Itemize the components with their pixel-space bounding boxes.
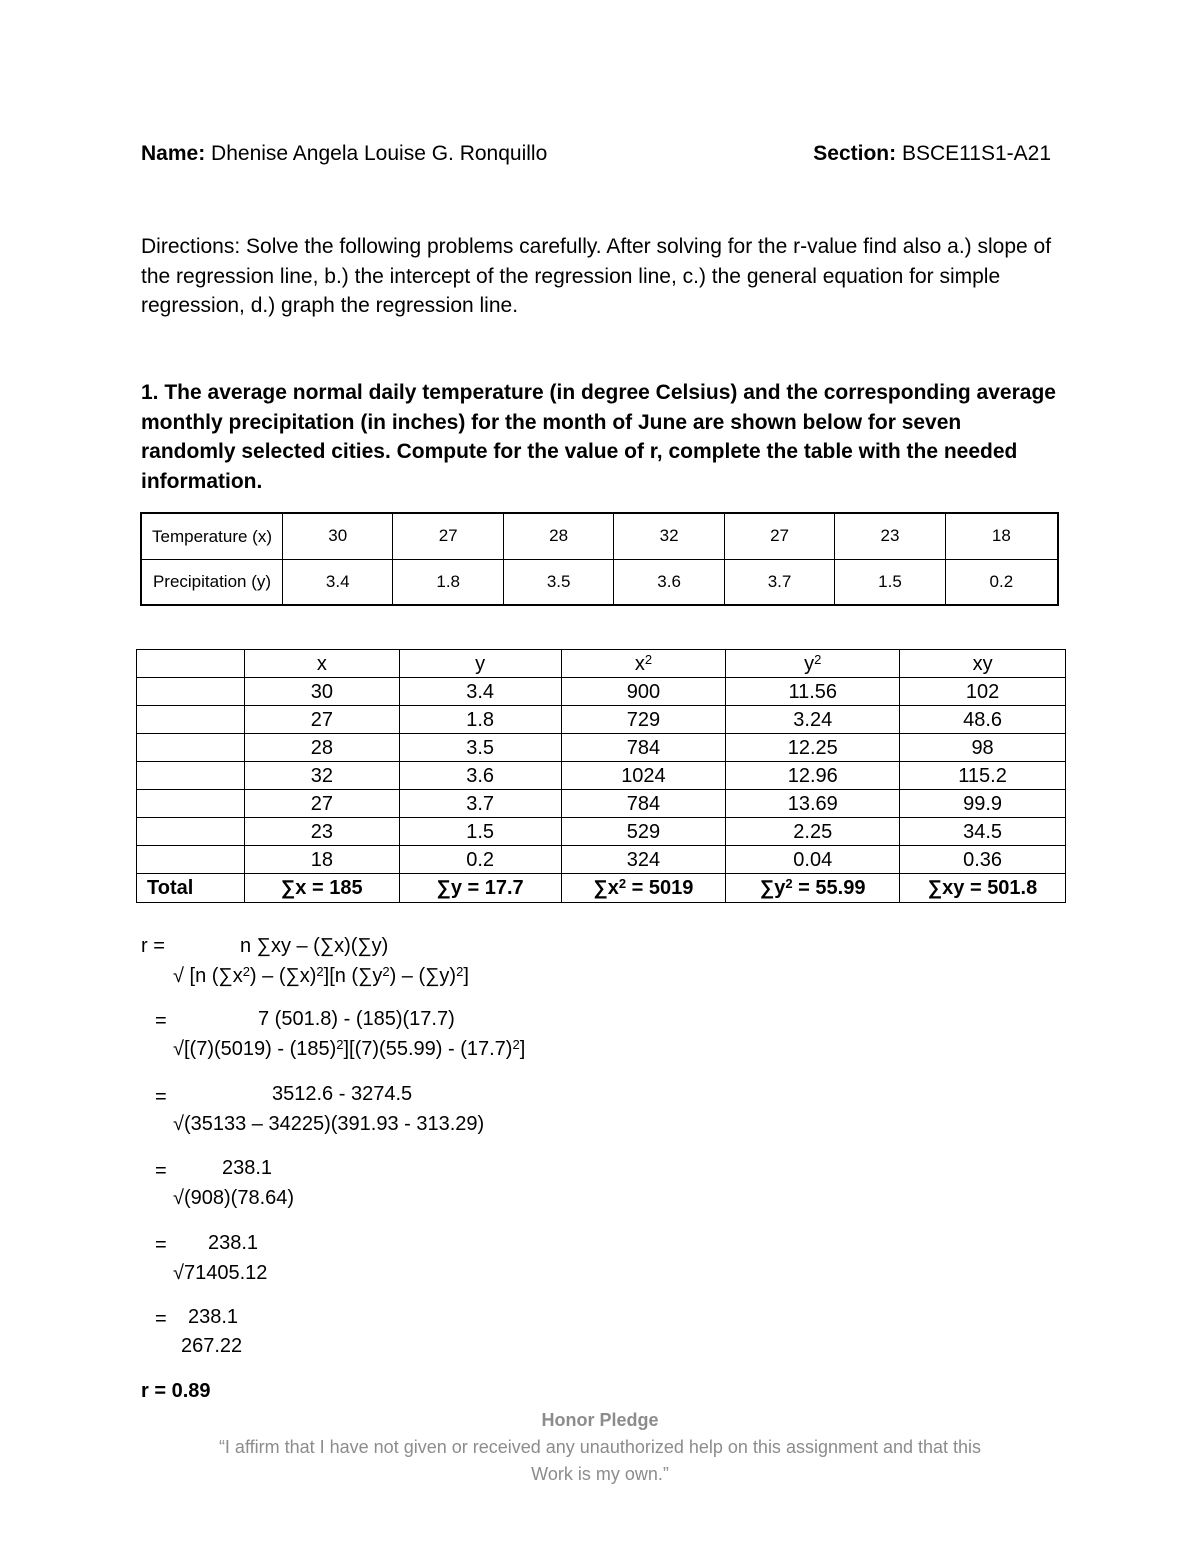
calculation-table bbox=[136, 649, 1066, 903]
r-label: r = bbox=[141, 935, 165, 957]
pledge-line-2: Work is my own.” bbox=[531, 1464, 669, 1484]
temperature-cell: 18 bbox=[945, 513, 1058, 559]
col-header-xy: xy bbox=[900, 650, 1066, 678]
step1-numerator: n ∑xy – (∑x)(∑y) bbox=[240, 935, 389, 957]
precipitation-cell: 3.4 bbox=[283, 559, 393, 605]
step6-numerator: 238.1 bbox=[188, 1306, 239, 1328]
precipitation-cell: 1.8 bbox=[393, 559, 503, 605]
precipitation-cell: 0.2 bbox=[945, 559, 1058, 605]
precipitation-cell: 3.6 bbox=[614, 559, 724, 605]
calc-header-row bbox=[137, 650, 1066, 678]
step6-denominator: 267.22 bbox=[181, 1335, 243, 1357]
step5-denominator: √71405.12 bbox=[173, 1262, 268, 1284]
precipitation-cell: 1.5 bbox=[835, 559, 945, 605]
table-row: 23 1.5 529 2.25 34.5 bbox=[137, 818, 1066, 846]
name-value: Dhenise Angela Louise G. Ronquillo bbox=[211, 142, 548, 165]
pledge-line-1: “I affirm that I have not given or received any unauthorized help on this assignment and that this bbox=[218, 1437, 982, 1457]
table-row: 27 3.7 784 13.69 99.9 bbox=[137, 790, 1066, 818]
step4-denominator: √(908)(78.64) bbox=[173, 1187, 295, 1209]
sum-x: ∑x = 185 bbox=[244, 874, 399, 903]
step1-denominator: √ [n $(\sum x^2) - (\sum x)^2][n$ $(\sum y^2) - (\sum y)^2$] bbox=[173, 964, 469, 987]
name-field bbox=[141, 142, 547, 166]
sum-y: ∑y = 17.7 bbox=[399, 874, 561, 903]
table-row: 18 0.2 324 0.04 0.36 bbox=[137, 846, 1066, 874]
temperature-cell: 27 bbox=[393, 513, 503, 559]
table-row: 30 3.4 900 11.56 102 bbox=[137, 678, 1066, 706]
col-header-y: y bbox=[399, 650, 561, 678]
total-label: Total bbox=[137, 874, 245, 903]
precipitation-cell: 3.5 bbox=[503, 559, 613, 605]
r-result: r = 0.89 bbox=[141, 1380, 211, 1402]
temperature-cell: 28 bbox=[503, 513, 613, 559]
step5-numerator: 238.1 bbox=[208, 1232, 259, 1254]
equals-sign: = bbox=[155, 1308, 167, 1330]
directions-text: Directions: Solve the following problems carefully. After solving for the r-value find also a.) slope of the regression line, b.) the intercept of the regression line, c.) the general equation for simple regression, d.) graph the regression line. bbox=[141, 235, 1052, 317]
table-row: 27 1.8 729 3.24 48.6 bbox=[137, 706, 1066, 734]
equals-sign: = bbox=[155, 1234, 167, 1256]
step4-numerator: 238.1 bbox=[222, 1157, 273, 1179]
honor-pledge bbox=[0, 1407, 1200, 1488]
col-header-x: x bbox=[244, 650, 399, 678]
temperature-label: Temperature (x) bbox=[141, 513, 283, 559]
sum-x2: $\sum x^2 = 5019$ bbox=[561, 874, 726, 903]
precipitation-row bbox=[141, 559, 1058, 605]
step2-numerator: 7 (501.8) - (185)(17.7) bbox=[258, 1008, 455, 1030]
precipitation-cell: 3.7 bbox=[724, 559, 834, 605]
data-table bbox=[140, 512, 1059, 606]
total-row bbox=[137, 874, 1066, 903]
name-label: Name: bbox=[141, 142, 206, 165]
equals-sign: = bbox=[155, 1010, 167, 1032]
section-field bbox=[813, 142, 1051, 166]
sum-xy: ∑xy = 501.8 bbox=[900, 874, 1066, 903]
col-header-y2: $y^2$ bbox=[726, 650, 900, 678]
col-header-x2: $x^2$ bbox=[561, 650, 726, 678]
empty-header-cell bbox=[137, 650, 245, 678]
header bbox=[141, 142, 1051, 166]
step3-numerator: 3512.6 - 3274.5 bbox=[272, 1083, 413, 1105]
problem-statement: 1. The average normal daily temperature (in degree Celsius) and the corresponding average monthly precipitation (in inches) for the month of June are shown below for seven randomly selected cities. Compute for the value of r, complete the table with the needed information. bbox=[141, 381, 1056, 493]
table-row: 28 3.5 784 12.25 98 bbox=[137, 734, 1066, 762]
equals-sign: = bbox=[155, 1160, 167, 1182]
step3-denominator: √(35133 – 34225)(391.93 - 313.29) bbox=[173, 1113, 485, 1135]
equals-sign: = bbox=[155, 1086, 167, 1108]
precipitation-label: Precipitation (y) bbox=[141, 559, 283, 605]
temperature-cell: 27 bbox=[724, 513, 834, 559]
section-value: BSCE11S1-A21 bbox=[901, 142, 1051, 165]
temperature-row bbox=[141, 513, 1058, 559]
temperature-cell: 23 bbox=[835, 513, 945, 559]
section-label: Section: bbox=[813, 142, 897, 165]
pledge-title: Honor Pledge bbox=[541, 1410, 659, 1430]
table-row: 32 3.6 1024 12.96 115.2 bbox=[137, 762, 1066, 790]
step2-denominator: $√[(7)(5019) - (185)^2][(7)(55.99) - (17.7)^2]$ bbox=[173, 1037, 526, 1060]
temperature-cell: 32 bbox=[614, 513, 724, 559]
temperature-cell: 30 bbox=[283, 513, 393, 559]
sum-y2: $\sum y^2 = 55.99$ bbox=[726, 874, 900, 903]
